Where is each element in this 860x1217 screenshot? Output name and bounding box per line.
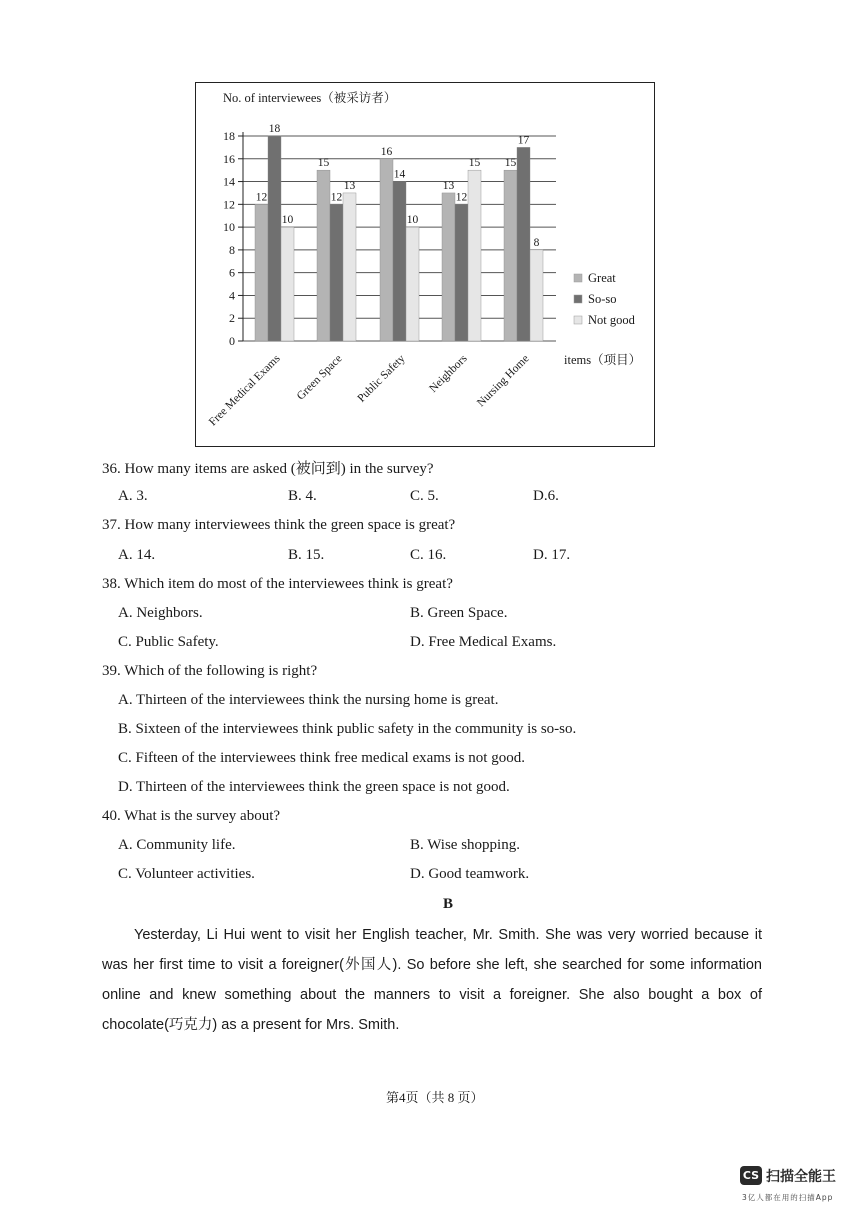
x-category-label: Nursing Home	[475, 352, 532, 410]
q36-option-b: B. 4.	[288, 488, 317, 504]
y-tick-label: 14	[223, 174, 235, 189]
bar-so-so	[330, 204, 343, 341]
bar-not-good	[343, 193, 356, 341]
survey-bar-chart	[195, 82, 655, 447]
q39-option-c: C. Fifteen of the interviewees think free medical exams is not good.	[118, 750, 525, 766]
bar-value-label: 12	[255, 191, 268, 204]
q36-option-d: D.6.	[533, 488, 559, 504]
page-footer: 第4页（共 8 页）	[386, 1090, 484, 1105]
y-tick-label: 2	[229, 311, 235, 326]
q36-option-a: A. 3.	[118, 488, 148, 504]
q39-option-a: A. Thirteen of the interviewees think the nursing home is great.	[118, 692, 499, 708]
bar-value-label: 15	[317, 157, 330, 170]
q40-option-c: C. Volunteer activities.	[118, 866, 255, 882]
question-37: 37. How many interviewees think the green space is great?	[102, 517, 456, 533]
legend-label: Great	[588, 271, 616, 285]
bar-value-label: 13	[343, 179, 356, 192]
bar-value-label: 18	[268, 123, 281, 135]
bar-value-label: 17	[517, 134, 530, 147]
bar-chart-svg	[196, 83, 656, 448]
q37-option-b: B. 15.	[288, 547, 325, 563]
q37-option-a: A. 14.	[118, 547, 156, 563]
q38-option-c: C. Public Safety.	[118, 634, 219, 650]
legend-swatch	[574, 295, 582, 303]
question-38: 38. Which item do most of the interviewees think is great?	[102, 576, 453, 592]
q39-option-b: B. Sixteen of the interviewees think public safety in the community is so-so.	[118, 721, 577, 737]
app-name: 扫描全能王	[766, 1169, 836, 1185]
q40-option-a: A. Community life.	[118, 837, 236, 853]
q38-option-d: D. Free Medical Exams.	[410, 634, 557, 650]
q39-option-d: D. Thirteen of the interviewees think the green space is not good.	[118, 779, 510, 795]
q37-option-d: D. 17.	[533, 547, 571, 563]
q40-option-d: D. Good teamwork.	[410, 866, 530, 882]
y-axis-label: No. of interviewees（被采访者）	[223, 91, 397, 105]
bar-value-label: 12	[455, 191, 468, 204]
x-category-label: Green Space	[294, 352, 345, 403]
bar-so-so	[455, 204, 468, 341]
app-tagline: 3亿人都在用的扫描App	[742, 1193, 834, 1202]
y-tick-label: 16	[223, 151, 235, 166]
bar-so-so	[268, 136, 281, 341]
scanner-app-logo	[740, 1166, 845, 1206]
y-tick-label: 4	[229, 288, 235, 303]
bar-not-good	[468, 170, 481, 341]
bar-value-label: 10	[281, 214, 294, 227]
y-tick-label: 12	[223, 197, 235, 212]
question-40: 40. What is the survey about?	[102, 808, 281, 824]
section-heading: B	[443, 896, 454, 912]
bar-value-label: 13	[442, 179, 455, 192]
legend-swatch	[574, 316, 582, 324]
legend-label: Not good	[588, 313, 635, 327]
bar-value-label: 12	[330, 191, 343, 204]
q38-option-a: A. Neighbors.	[118, 605, 203, 621]
x-category-label: Neighbors	[427, 352, 470, 396]
bar-value-label: 15	[504, 157, 517, 170]
x-axis-label: items（项目）	[564, 353, 642, 367]
bar-great	[442, 193, 455, 341]
bar-great	[255, 204, 268, 341]
bar-value-label: 10	[406, 214, 419, 227]
question-39: 39. Which of the following is right?	[102, 663, 318, 679]
bar-great	[380, 159, 393, 341]
q36-option-c: C. 5.	[410, 488, 439, 504]
bar-so-so	[393, 182, 406, 341]
y-tick-label: 8	[229, 242, 235, 257]
y-tick-label: 10	[223, 220, 235, 235]
bar-not-good	[406, 227, 419, 341]
x-category-label: Free Medical Exams	[206, 352, 283, 429]
q37-option-c: C. 16.	[410, 547, 447, 563]
legend-label: So-so	[588, 292, 617, 306]
cs-logo-icon: CS	[740, 1166, 762, 1185]
bar-so-so	[517, 147, 530, 341]
q38-option-b: B. Green Space.	[410, 605, 508, 621]
bar-value-label: 8	[533, 236, 540, 249]
bar-value-label: 15	[468, 157, 481, 170]
question-36: 36. How many items are asked (被问到) in the survey?	[102, 461, 434, 477]
q40-option-b: B. Wise shopping.	[410, 837, 520, 853]
bar-value-label: 14	[393, 168, 406, 181]
bar-not-good	[281, 227, 294, 341]
legend-swatch	[574, 274, 582, 282]
y-tick-label: 6	[229, 265, 235, 280]
bar-great	[504, 170, 517, 341]
bar-not-good	[530, 250, 543, 341]
y-tick-label: 18	[223, 129, 235, 143]
reading-passage: Yesterday, Li Hui went to visit her English teacher, Mr. Smith. She was very worried because it was her first time to visit a foreigner(外国人). So before she left, she searched for some information online and knew something about the manners to visit a foreigner. She also bought a box of chocolate(巧克力) as a present for Mrs. Smith.	[102, 927, 762, 1033]
x-category-label: Public Safety	[355, 352, 408, 405]
y-tick-label: 0	[229, 334, 235, 348]
bar-value-label: 16	[380, 145, 393, 158]
bar-great	[317, 170, 330, 341]
